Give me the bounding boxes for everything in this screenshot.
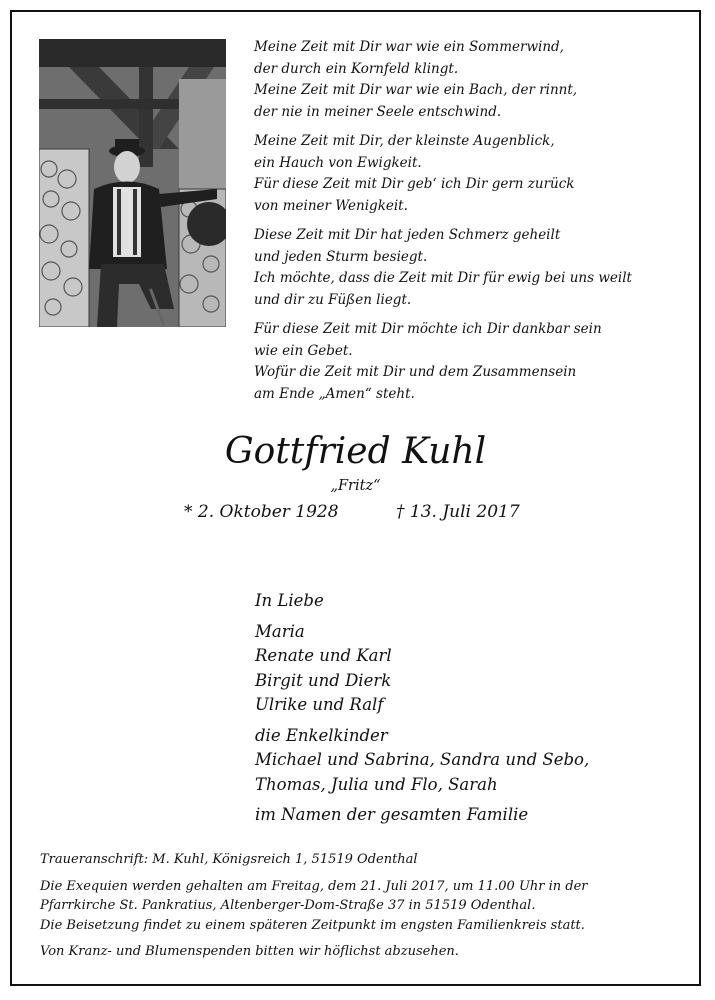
poem-stanza-line: Für diese Zeit mit Dir möchte ich Dir dankbar sein [254,321,602,337]
funeral-notes [40,850,700,969]
portrait-photo [39,39,226,327]
poem-stanza-line: Wofür die Zeit mit Dir und dem Zusammensein [254,364,577,380]
family-list [255,589,589,834]
family-group-line: Maria [255,621,305,641]
poem-stanza-line: am Ende „Amen“ steht. [254,385,415,402]
poem-stanza-line: Meine Zeit mit Dir war wie ein Sommerwind, [254,39,564,55]
note-paragraph [40,877,700,936]
note-paragraph [40,942,700,962]
poem-stanza-line: der nie in meiner Seele entschwind. [254,103,502,120]
note-paragraph-line: Die Beisetzung findet zu einem späteren Zeitpunkt im engsten Familienkreis statt. [40,917,585,933]
family-group [255,589,589,614]
poem-stanza [254,225,694,311]
poem-stanza [254,319,694,405]
family-group-line: die Enkelkinder [255,725,388,745]
poem [254,37,694,413]
poem-stanza [254,131,694,217]
note-paragraph-line: Traueranschrift: M. Kuhl, Königsreich 1, 51519 Odenthal [40,852,418,867]
poem-stanza-line: ein Hauch von Ewigkeit. [254,154,422,171]
poem-stanza-line: und dir zu Füßen liegt. [254,291,412,308]
family-group-line: im Namen der gesamten Familie [255,805,529,824]
note-paragraph [40,850,700,870]
family-group-line: Renate und Karl [255,646,392,665]
note-paragraph-line: Von Kranz- und Blumenspenden bitten wir höflichst abzusehen. [40,944,459,959]
obituary-card [10,10,701,986]
poem-stanza-line: der durch ein Kornfeld klingt. [254,60,459,77]
deceased-nickname: „Fritz“ [330,478,381,494]
death-date: † 13. Juli 2017 [396,502,520,522]
family-group [255,620,589,718]
poem-stanza [254,37,694,123]
poem-stanza-line: wie ein Gebet. [254,342,353,359]
family-group [255,803,589,828]
family-group-line: In Liebe [255,591,324,610]
poem-stanza-line: und jeden Sturm besiegt. [254,248,428,265]
poem-stanza-line: Ich möchte, dass die Zeit mit Dir für ewig bei uns weilt [254,270,632,286]
poem-stanza-line: von meiner Wenigkeit. [254,197,408,214]
deceased-name: Gottfried Kuhl [224,431,487,472]
family-group-line: Thomas, Julia und Flo, Sarah [255,774,498,794]
note-paragraph-line: Die Exequien werden gehalten am Freitag, dem 21. Juli 2017, um 11.00 Uhr in der [40,878,588,894]
poem-stanza-line: Meine Zeit mit Dir war wie ein Bach, der rinnt, [254,82,578,98]
family-group-line: Ulrike und Ralf [255,695,384,714]
birth-date: * 2. Oktober 1928 [184,502,339,522]
poem-stanza-line: Für diese Zeit mit Dir geb‘ ich Dir gern zurück [254,176,575,192]
poem-stanza-line: Meine Zeit mit Dir, der kleinste Augenblick, [254,133,555,149]
note-paragraph-line: Pfarrkirche St. Pankratius, Altenberger-Dom-Straße 37 in 51519 Odenthal. [40,898,536,913]
family-group-line: Birgit und Dierk [255,670,392,690]
poem-stanza-line: Diese Zeit mit Dir hat jeden Schmerz geheilt [254,227,561,243]
family-group-line: Michael und Sabrina, Sandra und Sebo, [255,750,590,769]
family-group [255,724,589,798]
